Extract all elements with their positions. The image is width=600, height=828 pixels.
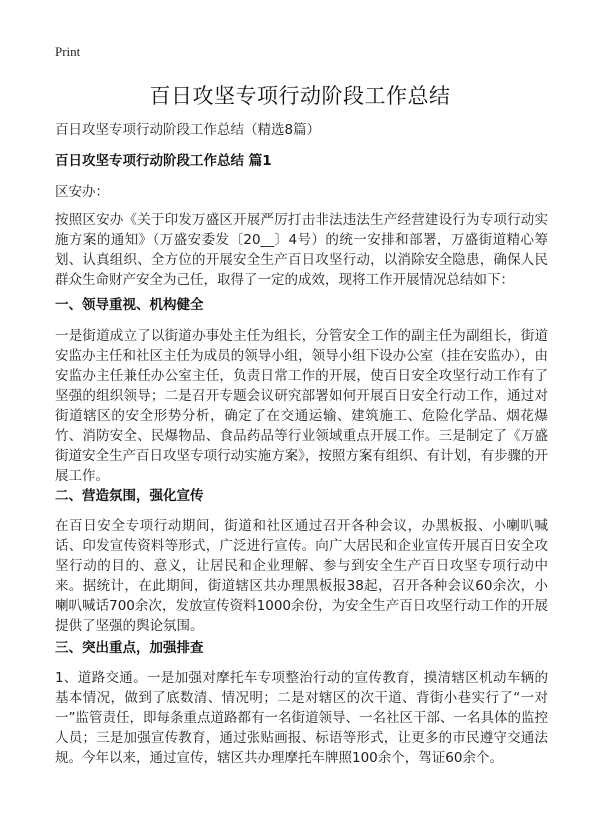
section-body-3: 1、道路交通。一是加强对摩托车专项整治行动的宣传教育，摸清辖区机动车辆的基本情况，做到了底数清、情况明；二是对辖区的次干道、背街小巷实行了“一对一”监管责任，即每条重点道路都有一名街道领导、一名社区干部、一名具体的监控人员；三是加强宣传教育，通过张贴画报、标语等形式，让更多的市民遵守交通法规。今年以来，通过宣传，辖区共办理摩托车牌照100余个，驾证60余个。: [55, 670, 548, 766]
document-subtitle: 百日攻坚专项行动阶段工作总结（精选8篇）: [55, 122, 321, 138]
article-heading: 百日攻坚专项行动阶段工作总结 篇1: [55, 153, 272, 169]
section-heading-2: 二、营造氛围，强化宣传: [55, 488, 204, 504]
section-heading-3: 三、突出重点，加强排查: [55, 640, 204, 656]
section-body-1: 一是街道成立了以街道办事处主任为组长，分管安全工作的副主任为副组长，街道安监办主任和社区主任为成员的领导小组，领导小组下设办公室（挂在安监办），由安监办主任兼任办公室主任，负责日常工作的开展，使百日安全攻坚行动工作有了坚强的组织领导；二是召开专题会议研究部署如何开展百日安全行动工作，通过对街道辖区的安全形势分析，确定了在交通运输、建筑施工、危险化学品、烟花爆竹、消防安全、民爆物品、食品药品等行业领域重点开展工作。三是制定了《万盛街道安全生产百日攻坚专项行动实施方案》，按照方案有组织、有计划，有步骤的开展工作。: [55, 328, 548, 484]
section-heading-1: 一、领导重视、机构健全: [55, 297, 204, 313]
section-body-2: 在百日安全专项行动期间，街道和社区通过召开各种会议，办黑板报、小喇叭喊话、印发宣传资料等形式，广泛进行宣传。向广大居民和企业宣传开展百日安全攻坚行动的目的、意义，让居民和企业理解、参与到安全生产百日攻坚专项行动中来。据统计，在此期间，街道辖区共办理黑板报38起，召开各种会议60余次，小喇叭喊话700余次，发放宣传资料1000余份，为安全生产百日攻坚行动工作的开展提供了坚强的舆论氛围。: [55, 518, 548, 634]
document-title: 百日攻坚专项行动阶段工作总结: [149, 84, 451, 108]
salutation: 区安办：: [55, 184, 109, 200]
print-link[interactable]: Print: [55, 44, 81, 59]
intro-paragraph: 按照区安办《关于印发万盛区开展严厉打击非法违法生产经营建设行为专项行动实施方案的通知》（万盛安委发〔20__〕4号）的统一安排和部署，万盛街道精心筹划、认真组织、全方位的开展安全生产百日攻坚行动，以消除安全隐患，确保人民群众生命财产安全为己任，取得了一定的成效，现将工作开展情况总结如下：: [55, 212, 548, 288]
